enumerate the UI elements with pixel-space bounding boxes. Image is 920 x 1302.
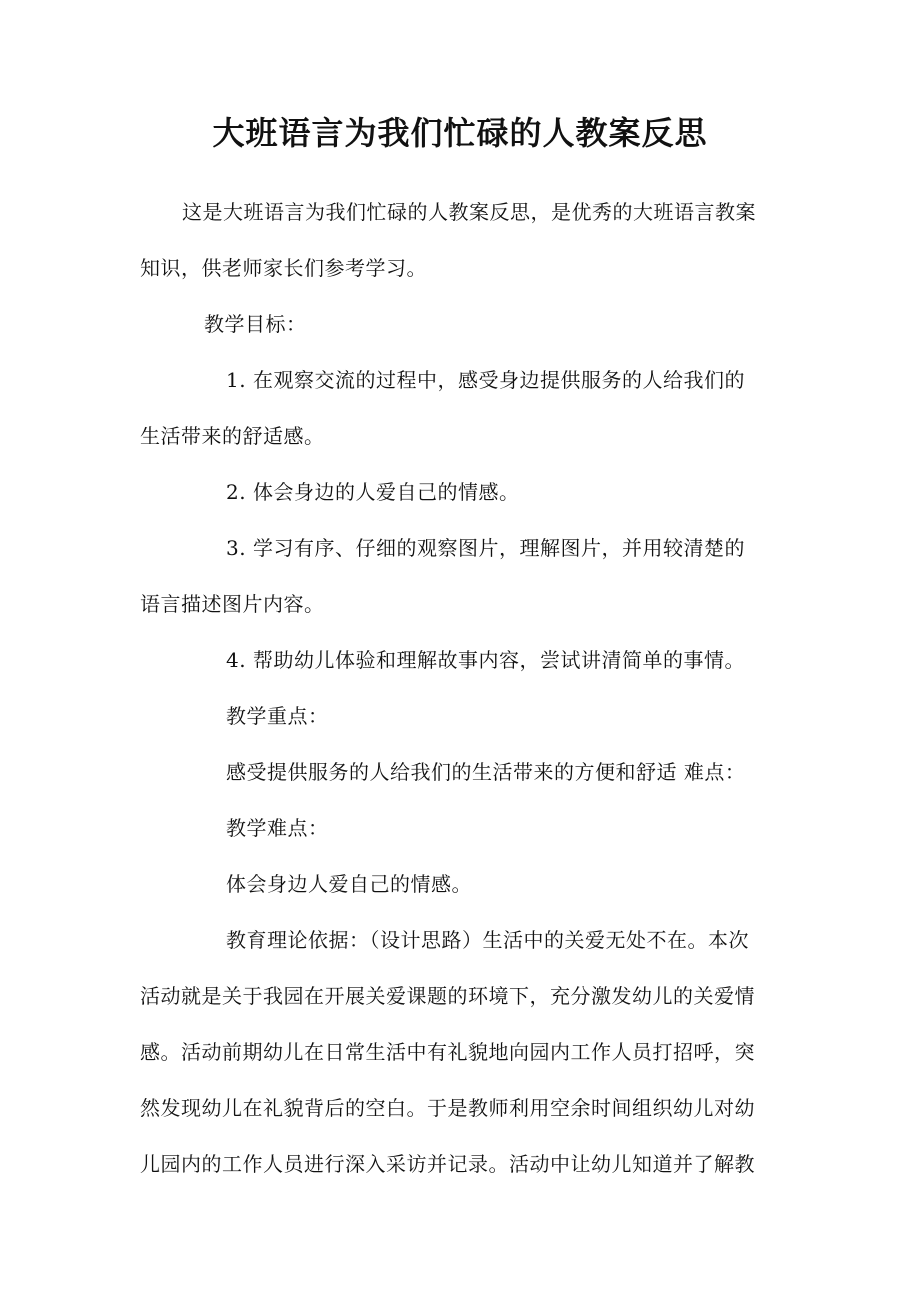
difficulties-text: 体会身边人爱自己的情感。: [226, 872, 472, 896]
theory-basis-line-1: 教育理论依据：（设计思路）生活中的关爱无处不在。本次: [226, 928, 749, 952]
heading-teaching-goals: 教学目标：: [204, 312, 307, 336]
theory-basis-line-2: 活动就是关于我园在开展关爱课题的环境下，充分激发幼儿的关爱情: [140, 984, 755, 1008]
heading-key-points: 教学重点：: [226, 704, 329, 728]
document-title: 大班语言为我们忙碌的人教案反思: [212, 114, 708, 152]
key-points-text: 感受提供服务的人给我们的生活带来的方便和舒适 难点：: [226, 760, 746, 784]
paragraph-intro-line-1: 这是大班语言为我们忙碌的人教案反思，是优秀的大班语言教案: [182, 200, 756, 224]
goal-1-line-1: 1. 在观察交流的过程中，感受身边提供服务的人给我们的: [226, 368, 745, 392]
goal-4: 4. 帮助幼儿体验和理解故事内容，尝试讲清简单的事情。: [226, 648, 745, 672]
goal-1-line-2: 生活带来的舒适感。: [140, 424, 325, 448]
heading-difficulties: 教学难点：: [226, 816, 329, 840]
theory-basis-line-5: 儿园内的工作人员进行深入采访并记录。活动中让幼儿知道并了解教: [140, 1152, 755, 1176]
goal-2: 2. 体会身边的人爱自己的情感。: [226, 480, 520, 504]
goal-3-line-2: 语言描述图片内容。: [140, 592, 325, 616]
theory-basis-line-4: 然发现幼儿在礼貌背后的空白。于是教师利用空余时间组织幼儿对幼: [140, 1096, 755, 1120]
theory-basis-line-3: 感。活动前期幼儿在日常生活中有礼貌地向园内工作人员打招呼，突: [140, 1040, 755, 1064]
goal-3-line-1: 3. 学习有序、仔细的观察图片，理解图片，并用较清楚的: [226, 536, 745, 560]
paragraph-intro-line-2: 知识，供老师家长们参考学习。: [140, 256, 427, 280]
